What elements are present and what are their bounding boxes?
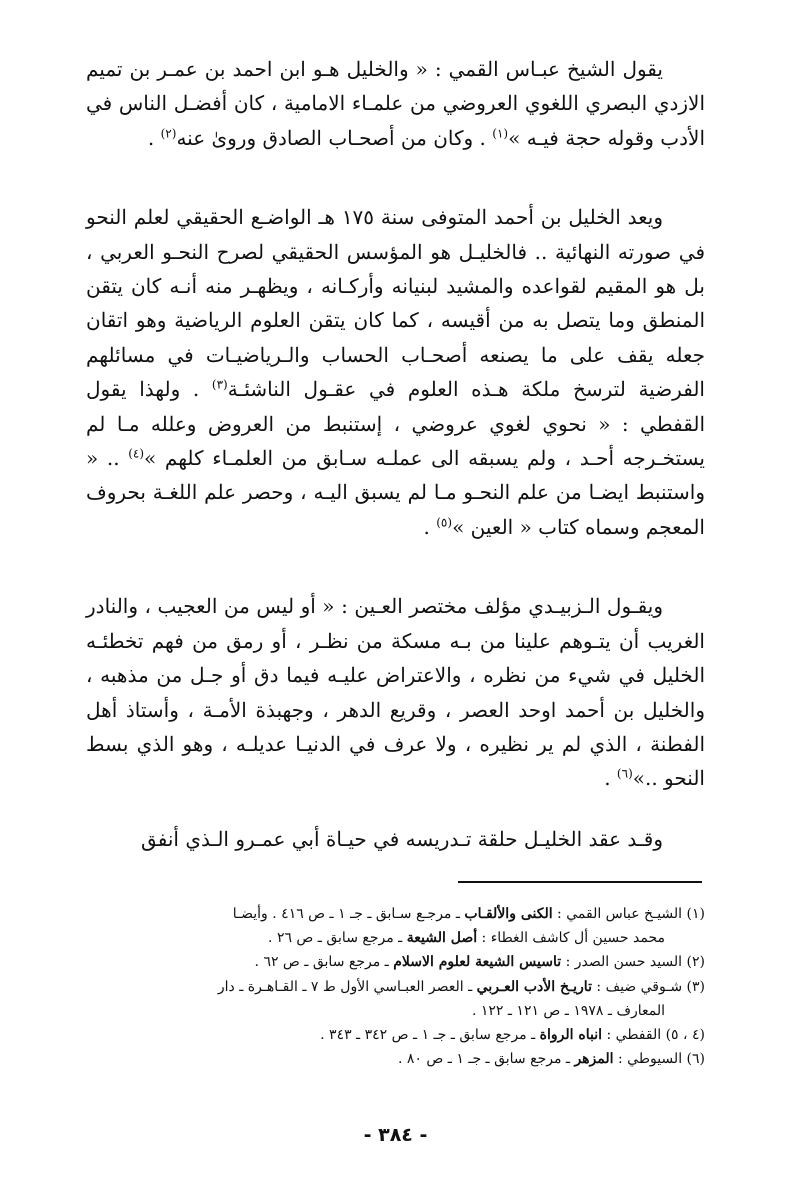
paragraph-4 bbox=[86, 822, 705, 856]
footnote-ref-1: (١) bbox=[492, 126, 509, 141]
footnote-number: (٣) bbox=[686, 978, 705, 995]
footnote-title: أصل الشيعة bbox=[406, 930, 478, 947]
footnote-details: ـ العصر العبـاسي الأول ط ٧ ـ القـاهـرة ـ دار bbox=[217, 978, 477, 995]
paragraph-3-text: ويقـول الـزبيـدي مؤلف مختصر العـين : « أو ليس من العجيب ، والنادر الغريب أن يتـوهم علينا من بـه مسكة من نظـر ، أو رمق من فهم تخطئـه الخليل في شيء من نظره ، والاعتراض عليـه فيما دق أو جـل من مذهبه ، والخليل بن أحمد اوحد العصر ، وقريع الدهر ، وجهبذة الأمـة ، وأستاذ أهل الفطنة ، الذي لم ير نظيره ، ولا عرف في الدنيـا عديلـه ، وهو الذي بسط النحو ..» bbox=[86, 594, 705, 791]
footnote-author: السيد حسن الصدر : bbox=[561, 954, 687, 971]
footnote-number: (٢) bbox=[686, 954, 705, 971]
footnote-ref-6: (٦) bbox=[616, 766, 633, 781]
paragraph-2 bbox=[86, 200, 705, 544]
footnote-1 bbox=[88, 902, 705, 926]
footnote-title: تاسيس الشيعة لعلوم الاسلام bbox=[393, 954, 562, 971]
footnote-number: (٦) bbox=[686, 1051, 705, 1068]
footnote-separator bbox=[458, 881, 702, 883]
paragraph-spacer bbox=[86, 155, 705, 200]
footnote-4-5 bbox=[88, 1023, 705, 1047]
footnote-author: محمد حسين أل كاشف الغطاء : bbox=[477, 930, 665, 947]
footnote-1-continuation bbox=[88, 926, 705, 950]
footnote-2 bbox=[88, 950, 705, 974]
footnote-ref-2: (٢) bbox=[160, 126, 177, 141]
footnote-details: ـ مرجع سابق ـ جـ ١ ـ ص ٨٠ . bbox=[398, 1051, 575, 1068]
page-number: - ٣٨٤ - bbox=[363, 1124, 428, 1146]
footnote-3-continuation bbox=[88, 999, 705, 1023]
footnote-3 bbox=[88, 975, 705, 999]
footnote-details: المعارف ـ ١٩٧٨ ـ ص ١٢١ ـ ١٢٢ . bbox=[471, 1002, 665, 1019]
footnote-author: الشيـخ عباس القمي : bbox=[552, 906, 687, 922]
paragraph-1 bbox=[86, 52, 705, 155]
footnote-title: المزهر bbox=[574, 1051, 614, 1068]
footnote-ref-3: (٣) bbox=[211, 377, 228, 392]
paragraph-4-text: وقـد عقد الخليـل حلقة تـدريسه في حيـاة أبي عمـرو الـذي أنفق bbox=[141, 826, 663, 851]
footnote-details: ـ مرجـع سـابق ـ جـ ١ ـ ص ٤١٦ . وأيضـا bbox=[232, 906, 465, 922]
footnote-author: شـوقي ضيف : bbox=[591, 978, 687, 995]
footnote-title: تاريـخ الأدب العـربي bbox=[476, 978, 592, 995]
paragraph-1-text: يقول الشيخ عبـاس القمي : « والخليل هـو ابن احمد بن عمـر بن تميم الازدي البصري اللغوي العروضي من علمـاء الامامية ، كان أفضـل الناس في الأدب وقوله حجة فيـه » bbox=[86, 57, 705, 150]
footnote-ref-5: (٥) bbox=[436, 515, 453, 530]
paragraph-spacer bbox=[86, 544, 705, 589]
footnotes bbox=[88, 902, 705, 1071]
footnote-number: (١) bbox=[686, 906, 705, 922]
footnote-ref-4: (٤) bbox=[128, 446, 145, 461]
footnote-author: القفطي : bbox=[602, 1027, 666, 1044]
footnote-title: الكنى والألقـاب bbox=[464, 906, 553, 922]
paragraph-2-text-cont2: .. « واستنبط ايضـا من علم النحـو مـا لم يسبق اليـه ، وحصر علم اللغـة بحروف المعجم وسماه كتاب « العين » bbox=[86, 446, 705, 539]
paragraph-1-text-end: . bbox=[147, 125, 161, 150]
footnote-details: ـ مرجع سابق ـ ص ٦٢ . bbox=[254, 954, 394, 971]
paragraph-2-text-cont: . ولهذا يقول القفطي : « نحوي لغوي عروضي ، إستنبط من العروض وعلله مـا لم يستخـرجه أحـد ، ولم يسبقه الى عملـه سـابق من العلمـاء كلهم » bbox=[86, 377, 705, 471]
paragraph-3-text-end: . bbox=[604, 766, 617, 791]
paragraph-2-text: ويعد الخليل بن أحمد المتوفى سنة ١٧٥ هـ الواضـع الحقيقي لعلم النحو في صورته النهائية .. فالخليـل هو المؤسس الحقيقي لصرح النحـو العربي ، بل هو المقيم لقواعده والمشيد لبنيانه وأركـانه ، ويظهـر منه أنـه كان يتقن المنطق وما يتصل به من أقيسه ، كما كان يتقن العلوم الرياضية وهو اتقان جعله يقف على ما يصنعه أصحـاب الحساب والـرياضيـات في مسائلهم الفرضية لترسخ ملكة هـذه العلوم في عقـول الناشئـة bbox=[86, 205, 706, 402]
footnote-details: ـ مرجع سابق ـ ص ٢٦ . bbox=[268, 930, 407, 947]
paragraph-3 bbox=[86, 589, 705, 795]
footnote-author: السيوطي : bbox=[613, 1051, 687, 1068]
main-text bbox=[86, 52, 705, 856]
paragraph-spacer bbox=[86, 796, 705, 822]
footnote-6 bbox=[88, 1047, 705, 1071]
paragraph-2-text-end: . bbox=[423, 514, 437, 539]
footnote-number: (٤ ، ٥) bbox=[665, 1027, 705, 1044]
footnote-details: ـ مرجع سابق ـ جـ ١ ـ ص ٣٤٢ ـ ٣٤٣ . bbox=[320, 1027, 540, 1044]
paragraph-1-text-cont: . وكان من أصحـاب الصادق وروىٰ عنه bbox=[176, 125, 493, 150]
footnote-title: انباه الرواة bbox=[539, 1027, 603, 1044]
